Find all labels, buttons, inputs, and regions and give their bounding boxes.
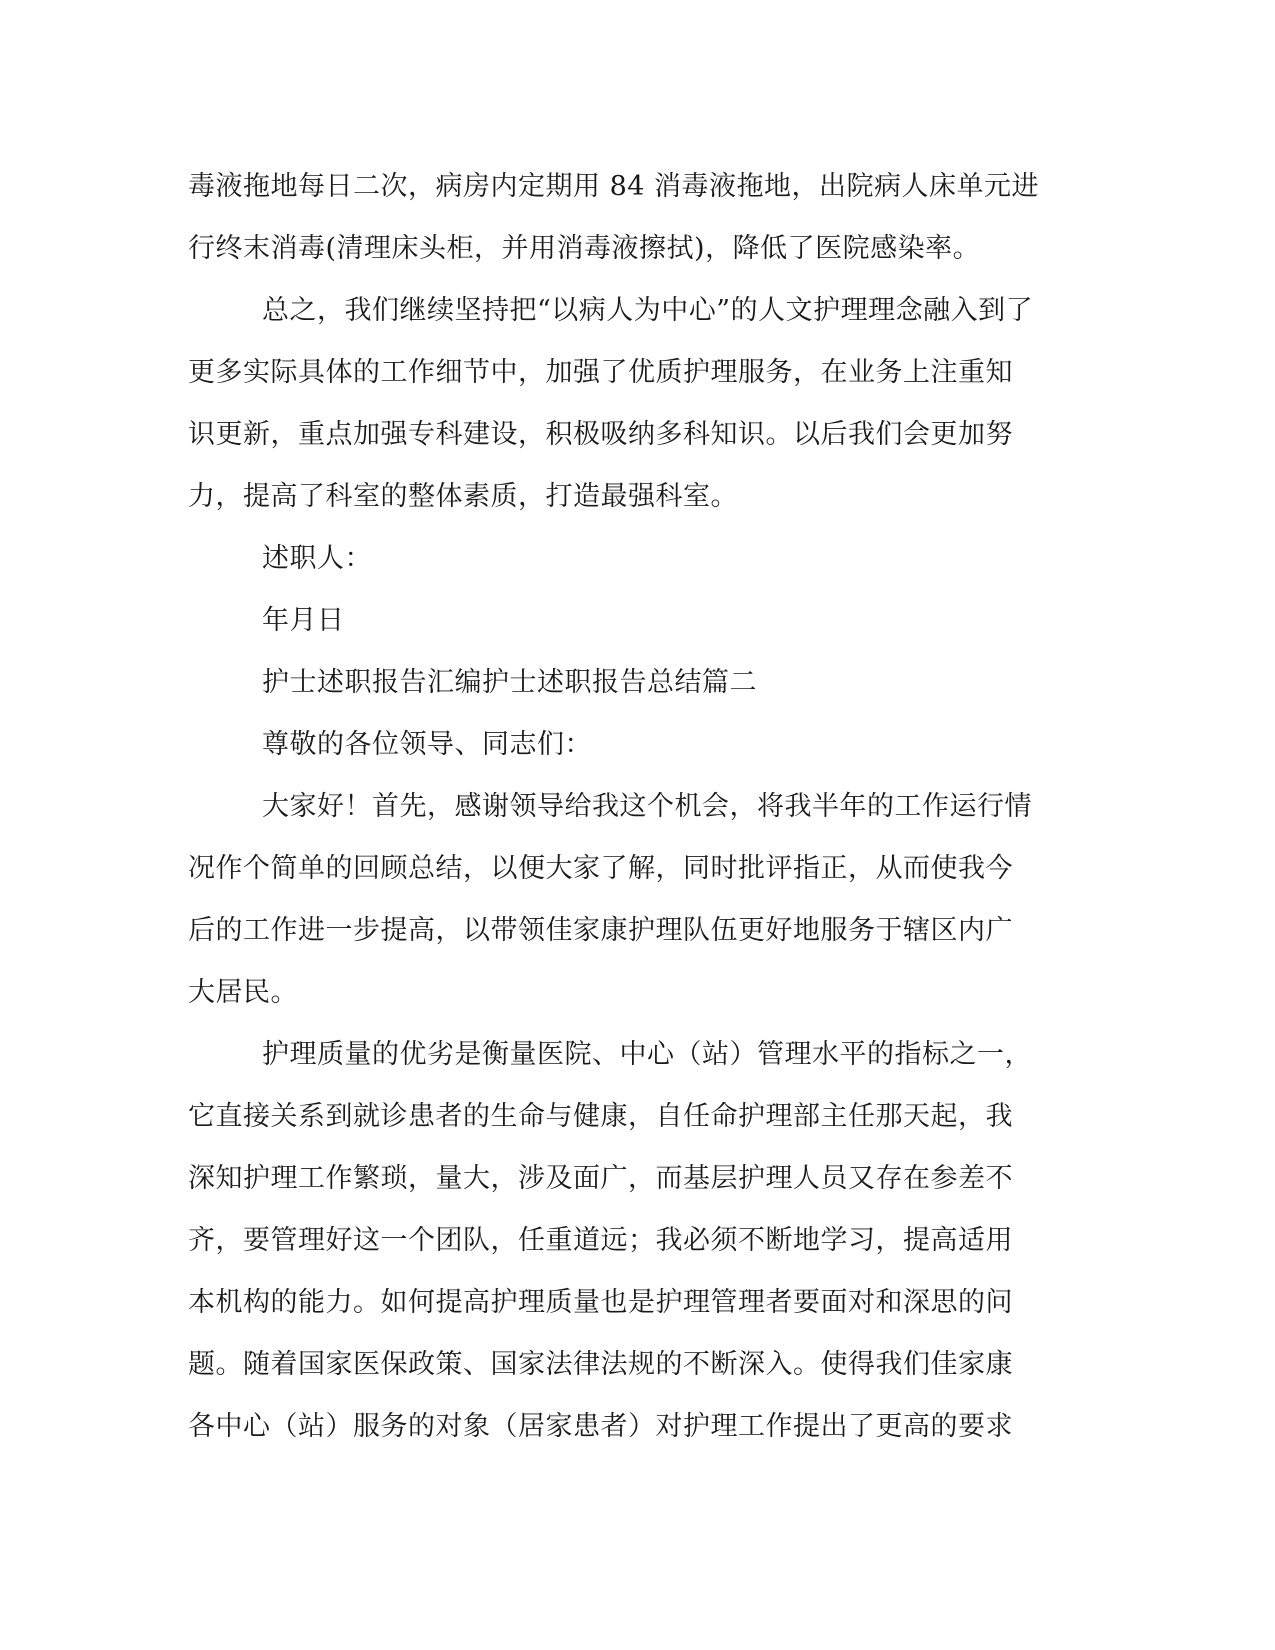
date-label: 年月日 — [262, 605, 345, 636]
text-line: 行终末消毒(清理床头柜，并用消毒液擦拭)，降低了医院感染率。 — [188, 233, 981, 264]
paragraph-start: 总之，我们继续坚持把“以病人为中心”的人文护理理念融入到了 — [262, 295, 1034, 326]
salutation: 尊敬的各位领导、同志们： — [262, 729, 592, 760]
text-line: 后的工作进一步提高，以带领佳家康护理队伍更好地服务于辖区内广 — [188, 915, 1013, 946]
text-line: 本机构的能力。如何提高护理质量也是护理管理者要面对和深思的问 — [188, 1287, 1013, 1318]
section-title: 护士述职报告汇编护士述职报告总结篇二 — [262, 667, 757, 698]
document-body — [188, 156, 1068, 1458]
text-line: 齐，要管理好这一个团队，任重道远；我必须不断地学习，提高适用 — [188, 1225, 1013, 1256]
paragraph-start: 护理质量的优劣是衡量医院、中心（站）管理水平的指标之一， — [262, 1039, 1032, 1070]
text-line: 毒液拖地每日二次，病房内定期用 84 消毒液拖地，出院病人床单元进 — [188, 171, 1040, 202]
text-line: 识更新，重点加强专科建设，积极吸纳多科知识。以后我们会更加努 — [188, 419, 1013, 450]
signature-label: 述职人： — [262, 543, 372, 574]
text-line: 况作个简单的回顾总结，以便大家了解，同时批评指正，从而使我今 — [188, 853, 1013, 884]
text-line: 它直接关系到就诊患者的生命与健康，自任命护理部主任那天起，我 — [188, 1101, 1013, 1132]
text-line: 大居民。 — [188, 977, 298, 1008]
text-line: 更多实际具体的工作细节中，加强了优质护理服务，在业务上注重知 — [188, 357, 1013, 388]
text-line: 力，提高了科室的整体素质，打造最强科室。 — [188, 481, 738, 512]
text-line: 题。随着国家医保政策、国家法律法规的不断深入。使得我们佳家康 — [188, 1349, 1013, 1380]
text-line: 深知护理工作繁琐，量大，涉及面广，而基层护理人员又存在参差不 — [188, 1163, 1013, 1194]
text-line: 各中心（站）服务的对象（居家患者）对护理工作提出了更高的要求 — [188, 1411, 1013, 1442]
paragraph-start: 大家好！首先，感谢领导给我这个机会，将我半年的工作运行情 — [262, 791, 1032, 822]
